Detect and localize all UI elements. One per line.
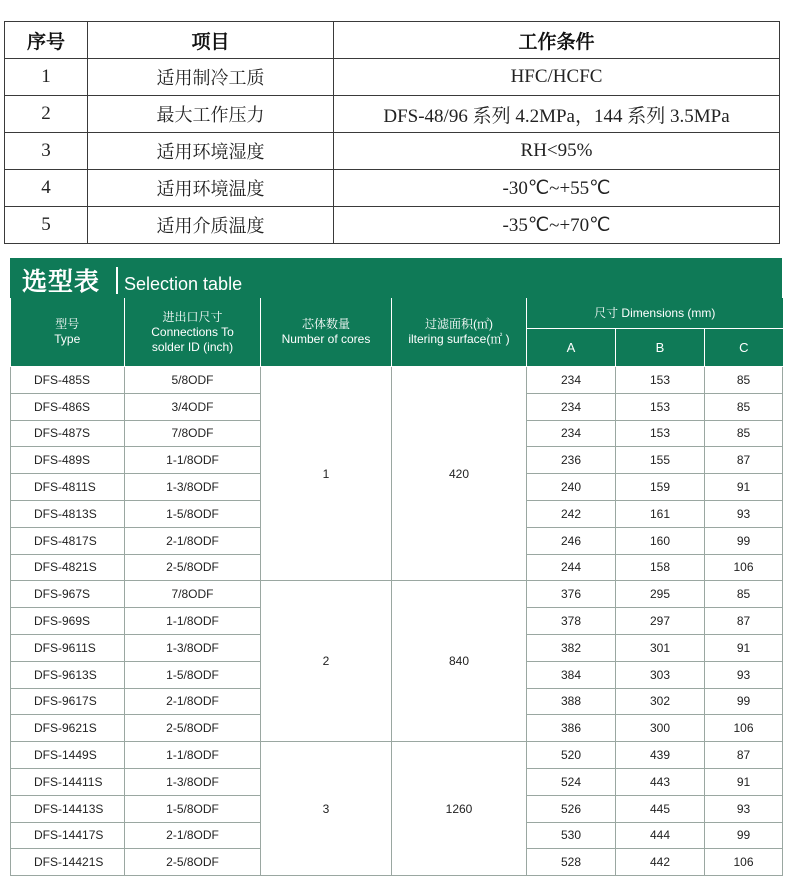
connection-cell: 1-3/8ODF xyxy=(125,768,261,795)
conditions-row xyxy=(5,170,780,207)
dim-c-cell: 106 xyxy=(705,554,783,581)
dim-a-cell: 524 xyxy=(527,768,616,795)
dim-b-cell: 300 xyxy=(616,715,705,742)
dim-b-cell: 155 xyxy=(616,447,705,474)
type-cell: DFS-969S xyxy=(11,608,125,635)
table-row xyxy=(11,367,783,394)
dim-c-cell: 99 xyxy=(705,688,783,715)
type-cell: DFS-9621S xyxy=(11,715,125,742)
connection-cell: 5/8ODF xyxy=(125,367,261,394)
header-item: 项目 xyxy=(88,22,334,59)
dim-a-cell: 376 xyxy=(527,581,616,608)
header-dim-a: A xyxy=(527,329,616,367)
header-cores xyxy=(261,298,392,367)
dim-a-cell: 234 xyxy=(527,420,616,447)
connection-cell: 1-5/8ODF xyxy=(125,795,261,822)
dim-a-cell: 234 xyxy=(527,367,616,394)
header-dimensions: 尺寸 Dimensions (mm) xyxy=(527,298,783,329)
connection-cell: 7/8ODF xyxy=(125,420,261,447)
type-cell: DFS-14421S xyxy=(11,849,125,876)
conditions-row xyxy=(5,133,780,170)
dim-b-cell: 445 xyxy=(616,795,705,822)
dim-b-cell: 153 xyxy=(616,367,705,394)
selection-table-banner xyxy=(10,258,782,298)
connection-cell: 1-5/8ODF xyxy=(125,661,261,688)
type-cell: DFS-1449S xyxy=(11,742,125,769)
header-filter-area-zh: 过滤面积(㎡) xyxy=(425,317,493,331)
header-filter-area xyxy=(392,298,527,367)
header-dim-b: B xyxy=(616,329,705,367)
dim-c-cell: 91 xyxy=(705,768,783,795)
dim-b-cell: 161 xyxy=(616,500,705,527)
dim-c-cell: 85 xyxy=(705,393,783,420)
dim-a-cell: 244 xyxy=(527,554,616,581)
dim-c-cell: 85 xyxy=(705,420,783,447)
dim-b-cell: 153 xyxy=(616,420,705,447)
connection-cell: 2-5/8ODF xyxy=(125,715,261,742)
type-cell: DFS-489S xyxy=(11,447,125,474)
dim-a-cell: 382 xyxy=(527,634,616,661)
dim-c-cell: 91 xyxy=(705,474,783,501)
connection-cell: 1-5/8ODF xyxy=(125,500,261,527)
dim-b-cell: 297 xyxy=(616,608,705,635)
connection-cell: 2-5/8ODF xyxy=(125,849,261,876)
type-cell: DFS-4817S xyxy=(11,527,125,554)
header-connections-en-2: solder ID (inch) xyxy=(151,339,234,354)
type-cell: DFS-486S xyxy=(11,393,125,420)
connection-cell: 1-1/8ODF xyxy=(125,447,261,474)
type-cell: DFS-4821S xyxy=(11,554,125,581)
dim-b-cell: 443 xyxy=(616,768,705,795)
selection-title-en: Selection table xyxy=(124,274,243,294)
dim-c-cell: 93 xyxy=(705,795,783,822)
dim-b-cell: 302 xyxy=(616,688,705,715)
condition-value-cell: HFC/HCFC xyxy=(334,59,780,96)
type-cell: DFS-9617S xyxy=(11,688,125,715)
connection-cell: 2-1/8ODF xyxy=(125,822,261,849)
cores-cell: 3 xyxy=(261,742,392,876)
dim-c-cell: 99 xyxy=(705,822,783,849)
connection-cell: 1-1/8ODF xyxy=(125,742,261,769)
serial-no-cell: 5 xyxy=(5,207,88,244)
serial-no-cell: 3 xyxy=(5,133,88,170)
dim-a-cell: 242 xyxy=(527,500,616,527)
type-cell: DFS-9613S xyxy=(11,661,125,688)
header-connections-en-1: Connections To xyxy=(151,324,234,339)
dim-a-cell: 520 xyxy=(527,742,616,769)
dim-a-cell: 386 xyxy=(527,715,616,742)
dim-c-cell: 99 xyxy=(705,527,783,554)
condition-value-cell: -35℃~+70℃ xyxy=(334,207,780,244)
dim-b-cell: 439 xyxy=(616,742,705,769)
condition-value-cell: RH<95% xyxy=(334,133,780,170)
type-cell: DFS-9611S xyxy=(11,634,125,661)
filter-area-cell: 420 xyxy=(392,367,527,581)
header-type xyxy=(11,298,125,367)
conditions-header-row xyxy=(5,22,780,59)
header-type-zh: 型号 xyxy=(55,317,80,331)
dim-a-cell: 384 xyxy=(527,661,616,688)
cores-cell: 2 xyxy=(261,581,392,742)
dim-a-cell: 526 xyxy=(527,795,616,822)
conditions-row xyxy=(5,96,780,133)
filter-area-cell: 840 xyxy=(392,581,527,742)
dim-b-cell: 295 xyxy=(616,581,705,608)
dim-b-cell: 444 xyxy=(616,822,705,849)
selection-table xyxy=(10,298,783,876)
dim-b-cell: 153 xyxy=(616,393,705,420)
conditions-body xyxy=(5,59,780,244)
dim-a-cell: 528 xyxy=(527,849,616,876)
dim-c-cell: 85 xyxy=(705,581,783,608)
dim-a-cell: 246 xyxy=(527,527,616,554)
dim-b-cell: 160 xyxy=(616,527,705,554)
filter-area-cell: 1260 xyxy=(392,742,527,876)
type-cell: DFS-14411S xyxy=(11,768,125,795)
connection-cell: 1-3/8ODF xyxy=(125,634,261,661)
type-cell: DFS-4813S xyxy=(11,500,125,527)
item-cell: 适用介质温度 xyxy=(88,207,334,244)
dim-a-cell: 236 xyxy=(527,447,616,474)
table-row xyxy=(11,742,783,769)
connection-cell: 2-5/8ODF xyxy=(125,554,261,581)
dim-c-cell: 85 xyxy=(705,367,783,394)
selection-body xyxy=(11,367,783,876)
type-cell: DFS-487S xyxy=(11,420,125,447)
serial-no-cell: 1 xyxy=(5,59,88,96)
dim-b-cell: 303 xyxy=(616,661,705,688)
selection-header-row-1 xyxy=(11,298,783,329)
item-cell: 最大工作压力 xyxy=(88,96,334,133)
condition-value-cell: DFS-48/96 系列 4.2MPa，144 系列 3.5MPa xyxy=(334,96,780,133)
type-cell: DFS-967S xyxy=(11,581,125,608)
connection-cell: 7/8ODF xyxy=(125,581,261,608)
type-cell: DFS-4811S xyxy=(11,474,125,501)
conditions-row xyxy=(5,207,780,244)
connection-cell: 2-1/8ODF xyxy=(125,527,261,554)
conditions-row xyxy=(5,59,780,96)
header-cores-zh: 芯体数量 xyxy=(301,317,350,331)
header-working-condition: 工作条件 xyxy=(334,22,780,59)
dim-a-cell: 240 xyxy=(527,474,616,501)
dim-c-cell: 93 xyxy=(705,661,783,688)
connection-cell: 3/4ODF xyxy=(125,393,261,420)
dim-c-cell: 91 xyxy=(705,634,783,661)
type-cell: DFS-14413S xyxy=(11,795,125,822)
serial-no-cell: 4 xyxy=(5,170,88,207)
dim-c-cell: 93 xyxy=(705,500,783,527)
dim-a-cell: 530 xyxy=(527,822,616,849)
type-cell: DFS-485S xyxy=(11,367,125,394)
working-conditions-table xyxy=(4,21,780,244)
dim-c-cell: 87 xyxy=(705,447,783,474)
cores-cell: 1 xyxy=(261,367,392,581)
item-cell: 适用制冷工质 xyxy=(88,59,334,96)
dim-c-cell: 87 xyxy=(705,742,783,769)
dim-b-cell: 301 xyxy=(616,634,705,661)
type-cell: DFS-14417S xyxy=(11,822,125,849)
connection-cell: 1-1/8ODF xyxy=(125,608,261,635)
selection-table-wrap xyxy=(10,298,782,876)
header-dim-c: C xyxy=(705,329,783,367)
dim-b-cell: 442 xyxy=(616,849,705,876)
dim-c-cell: 106 xyxy=(705,849,783,876)
connection-cell: 1-3/8ODF xyxy=(125,474,261,501)
header-connections-zh: 进出口尺寸 xyxy=(162,309,223,324)
table-row xyxy=(11,581,783,608)
dim-a-cell: 234 xyxy=(527,393,616,420)
header-serial-no: 序号 xyxy=(5,22,88,59)
condition-value-cell: -30℃~+55℃ xyxy=(334,170,780,207)
item-cell: 适用环境温度 xyxy=(88,170,334,207)
serial-no-cell: 2 xyxy=(5,96,88,133)
header-cores-en: Number of cores xyxy=(281,332,371,346)
selection-title-zh: 选型表 xyxy=(22,267,101,296)
dim-b-cell: 158 xyxy=(616,554,705,581)
dim-c-cell: 106 xyxy=(705,715,783,742)
header-type-en: Type xyxy=(54,332,81,346)
dim-b-cell: 159 xyxy=(616,474,705,501)
item-cell: 适用环境湿度 xyxy=(88,133,334,170)
title-divider xyxy=(116,267,118,294)
dim-a-cell: 388 xyxy=(527,688,616,715)
header-connections xyxy=(125,298,261,367)
connection-cell: 2-1/8ODF xyxy=(125,688,261,715)
header-filter-area-en: iltering surface(㎡ ) xyxy=(408,332,510,346)
dim-a-cell: 378 xyxy=(527,608,616,635)
dim-c-cell: 87 xyxy=(705,608,783,635)
